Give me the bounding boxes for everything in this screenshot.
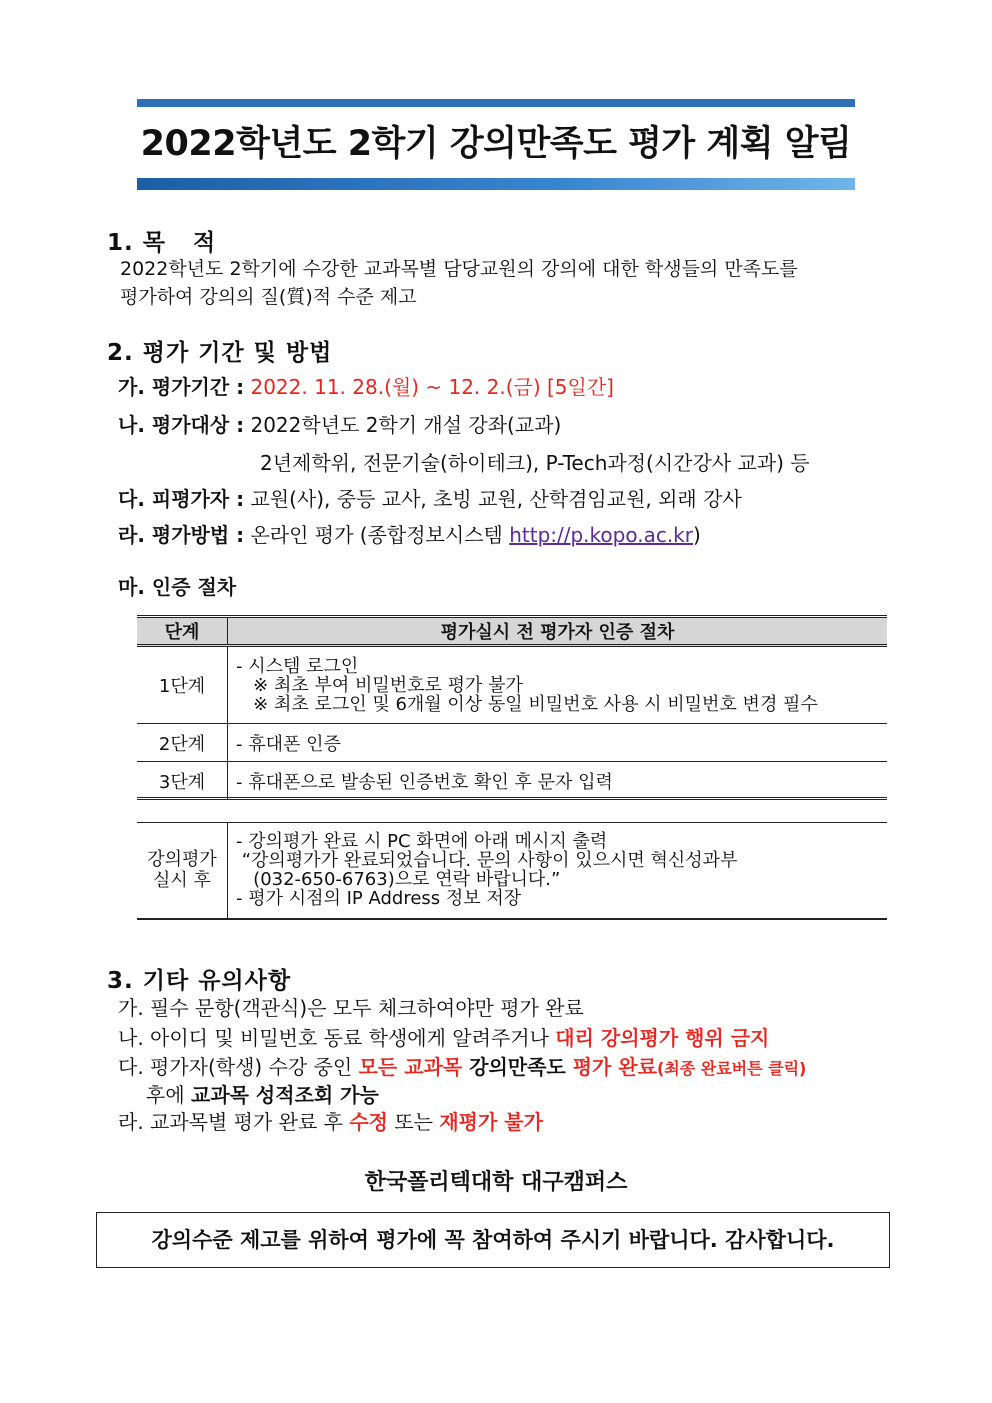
page-title: 2022학년도 2학기 강의만족도 평가 계획 알림 — [140, 124, 852, 164]
footer-message: 강의수준 제고를 위하여 평가에 꼭 참여하여 주시기 바랍니다. 감사합니다. — [96, 1212, 890, 1268]
method-row — [118, 520, 701, 550]
after-line: - 강의평가 완료 시 PC 화면에 아래 메시지 출력 — [236, 831, 608, 853]
table-row — [137, 762, 887, 800]
note-d-mid: 또는 — [388, 1110, 440, 1134]
procedure-cell — [228, 646, 888, 724]
after-table — [137, 822, 887, 920]
note-c-emphasis2: 평가 완료 — [572, 1055, 657, 1079]
note-c-small: (최종 완료버튼 클릭) — [656, 1059, 807, 1078]
note-b-text: 나. 아이디 및 비밀번호 동료 학생에게 알려주거나 — [118, 1026, 556, 1050]
table-row — [137, 724, 887, 762]
method-close: ) — [692, 523, 701, 547]
procedure-line: - 시스템 로그인 — [236, 655, 359, 677]
procedure-line: ※ 최초 로그인 및 6개월 이상 동일 비밀번호 사용 시 비밀번호 변경 필수 — [236, 693, 818, 715]
section2-heading: 2. 평가 기간 및 방법 — [107, 340, 333, 366]
note-c2-text: 후에 — [146, 1083, 191, 1107]
section1-line2: 평가하여 강의의 질(質)적 수준 제고 — [120, 286, 417, 308]
step-cell: 2단계 — [137, 724, 228, 762]
target-value1: 2022학년도 2학기 개설 강좌(교과) — [250, 413, 562, 437]
auth-header-step: 단계 — [137, 617, 228, 646]
section1-line1: 2022학년도 2학기에 수강한 교과목별 담당교원의 강의에 대한 학생들의 만족도를 — [120, 258, 798, 280]
note-c2-bold: 교과목 성적조회 가능 — [191, 1083, 379, 1107]
evaluatee-value: 교원(사), 중등 교사, 초빙 교원, 산학겸임교원, 외래 강사 — [250, 487, 742, 511]
note-c-bold: 강의만족도 — [462, 1055, 573, 1079]
system-link[interactable]: http://p.kopo.ac.kr — [509, 523, 693, 547]
section3-heading: 3. 기타 유의사항 — [107, 968, 292, 994]
table-row — [137, 646, 887, 724]
note-b — [118, 1023, 769, 1053]
period-value: 2022. 11. 28.(월) ~ 12. 2.(금) [5일간] — [250, 375, 614, 399]
title-bar-bottom — [137, 178, 855, 190]
title-bar-top — [137, 99, 855, 107]
note-c-emphasis1: 모든 교과목 — [358, 1055, 463, 1079]
after-line: “강의평가가 완료되었습니다. 문의 사항이 있으시면 혁신성과부 — [236, 850, 738, 872]
note-a: 가. 필수 문항(객관식)은 모두 체크하여야만 평가 완료 — [118, 996, 584, 1020]
note-d-text: 라. 교과목별 평가 완료 후 — [118, 1110, 350, 1134]
method-value: 온라인 평가 (종합정보시스템 — [250, 523, 510, 547]
step-cell: 1단계 — [137, 646, 228, 724]
after-procedure-cell — [228, 823, 888, 919]
after-step-line1: 강의평가 — [147, 849, 217, 871]
step-cell: 3단계 — [137, 762, 228, 800]
after-step-cell — [137, 823, 228, 919]
evaluatee-label: 다. 피평가자 : — [118, 487, 245, 511]
campus-name: 한국폴리텍대학 대구캠퍼스 — [364, 1170, 628, 1195]
note-c-text: 다. 평가자(학생) 수강 중인 — [118, 1055, 359, 1079]
note-b-emphasis: 대리 강의평가 행위 금지 — [555, 1026, 770, 1050]
procedure-cell: - 휴대폰으로 발송된 인증번호 확인 후 문자 입력 — [228, 762, 888, 800]
auth-table-header — [137, 617, 887, 646]
procedure-line: ※ 최초 부여 비밀번호로 평가 불가 — [236, 674, 523, 696]
after-line: (032-650-6763)으로 연락 바랍니다.” — [236, 869, 561, 891]
auth-header-procedure: 평가실시 전 평가자 인증 절차 — [228, 617, 888, 646]
auth-heading: 마. 인증 절차 — [118, 575, 237, 599]
target-row — [118, 410, 561, 440]
procedure-cell: - 휴대폰 인증 — [228, 724, 888, 762]
table-separator — [137, 797, 887, 798]
note-d-emphasis1: 수정 — [349, 1110, 388, 1134]
auth-table — [137, 615, 887, 800]
note-d-emphasis2: 재평가 불가 — [439, 1110, 543, 1134]
after-line: - 평가 시점의 IP Address 정보 저장 — [236, 888, 522, 910]
note-d — [118, 1107, 543, 1137]
method-label: 라. 평가방법 : — [118, 523, 245, 547]
after-step-line2: 실시 후 — [153, 870, 211, 892]
period-row — [118, 372, 614, 402]
period-label: 가. 평가기간 : — [118, 375, 245, 399]
target-value2: 2년제학위, 전문기술(하이테크), P-Tech과정(시간강사 교과) 등 — [260, 451, 810, 475]
target-label: 나. 평가대상 : — [118, 413, 245, 437]
section1-heading: 1. 목 적 — [107, 230, 217, 256]
evaluatee-row — [118, 484, 742, 514]
note-c2 — [146, 1080, 379, 1110]
table-row — [137, 823, 887, 919]
